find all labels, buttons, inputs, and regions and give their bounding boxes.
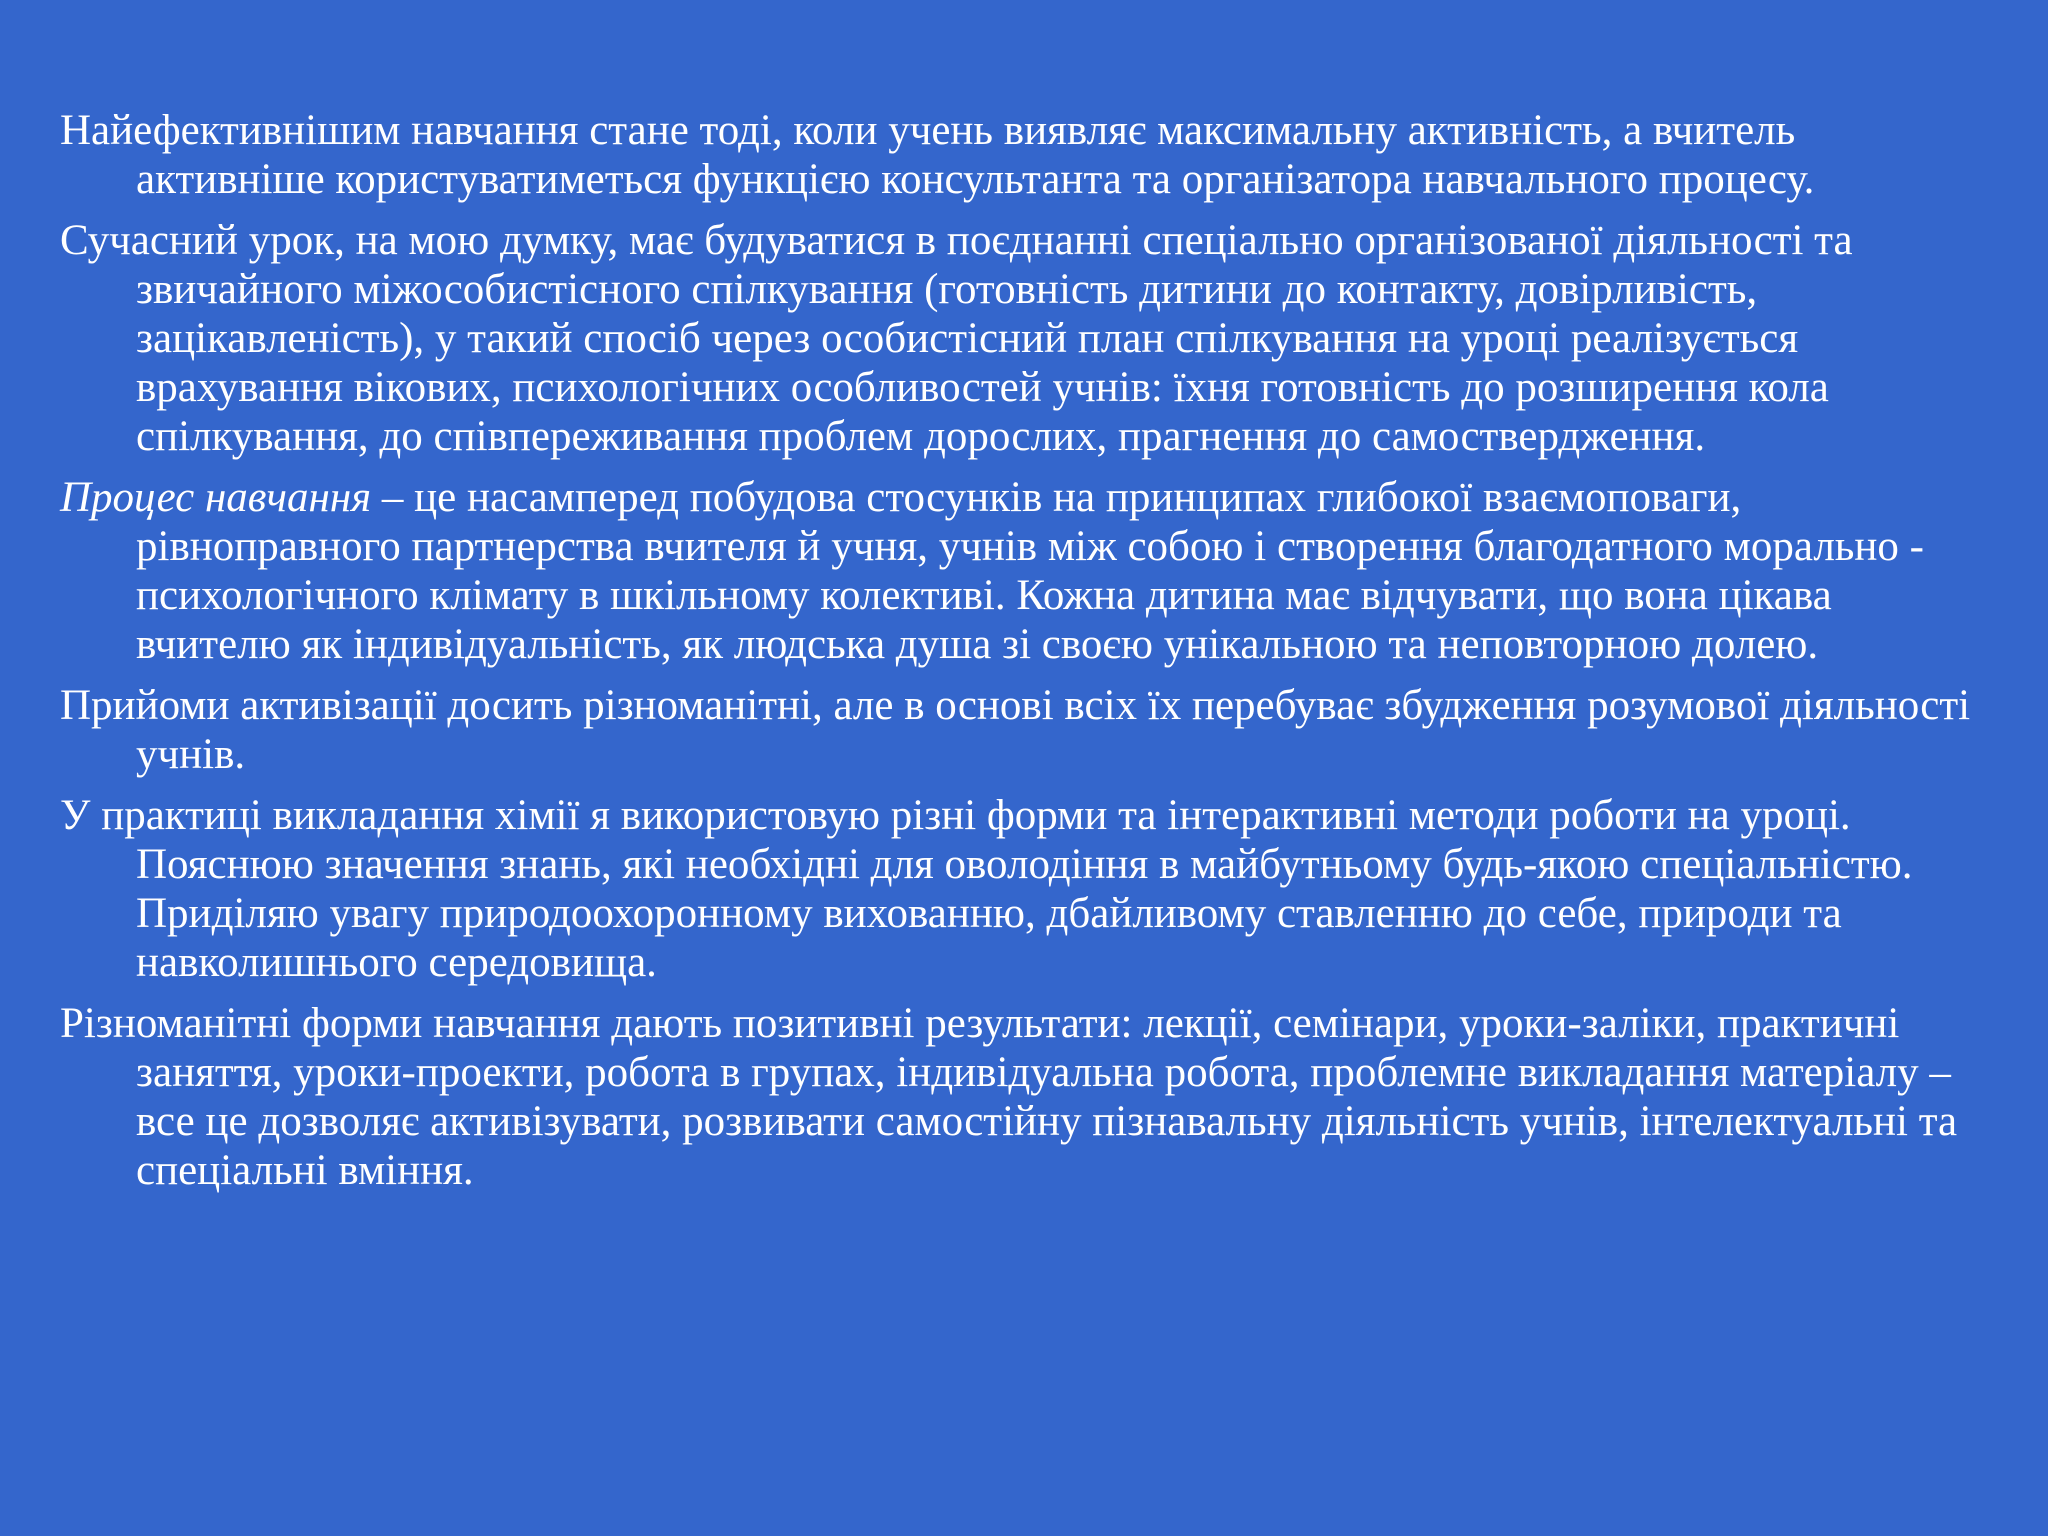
paragraph-5-text: У практиці викладання хімії я використовую різні форми та інтерактивні методи роботи на уроці. Пояснюю значення знань, які необхідні для оволодіння в майбутньому будь-якою спеціальністю. Приділяю увагу природоохоронному вихованню, дбайливому ставленню до себе, природи та навколишнього середовища. [60, 792, 1913, 986]
paragraph-3-italic-lead: Процес навчання [60, 474, 372, 521]
paragraph-3-text: – це насамперед побудова стосунків на принципах глибокої взаємоповаги, рівноправного партнерства вчителя й учня, учнів між собою і створення благодатного морально - психологічного клімату в шкільному колективі. Кожна дитина має відчувати, що вона цікава вчителю як індивідуальність, як людська душа зі своєю унікальною та неповторною долею. [136, 474, 1924, 668]
paragraph-6-text: Різноманітні форми навчання дають позитивні результати: лекції, семінари, уроки-заліки, практичні заняття, уроки-проекти, робота в групах, індивідуальна робота, проблемне викладання матеріалу – все це дозволяє активізувати, розвивати самостійну пізнавальну діяльність учнів, інтелектуальні та спеціальні вміння. [60, 1000, 1958, 1194]
slide-text-body [60, 106, 1992, 1195]
paragraph-6 [60, 999, 1992, 1195]
paragraph-5 [60, 791, 1992, 987]
paragraph-1 [60, 106, 1992, 204]
paragraph-1-text: Найефективнішим навчання стане тоді, коли учень виявляє максимальну активність, а вчитель активніше користуватиметься функцією консультанта та організатора навчального процесу. [60, 107, 1815, 203]
paragraph-4 [60, 681, 1992, 779]
paragraph-4-text: Прийоми активізації досить різноманітні, але в основі всіх їх перебуває збудження розумової діяльності учнів. [60, 682, 1971, 778]
paragraph-2-text: Сучасний урок, на мою думку, має будуватися в поєднанні спеціально організованої діяльності та звичайного міжособистісного спілкування (готовність дитини до контакту, довірливість, зацікавленість), у такий спосіб через особистісний план спілкування на уроці реалізується врахування вікових, психологічних особливостей учнів: їхня готовність до розширення кола спілкування, до співпереживання проблем дорослих, прагнення до самоствердження. [60, 217, 1853, 460]
paragraph-3 [60, 473, 1992, 669]
paragraph-2 [60, 216, 1992, 461]
